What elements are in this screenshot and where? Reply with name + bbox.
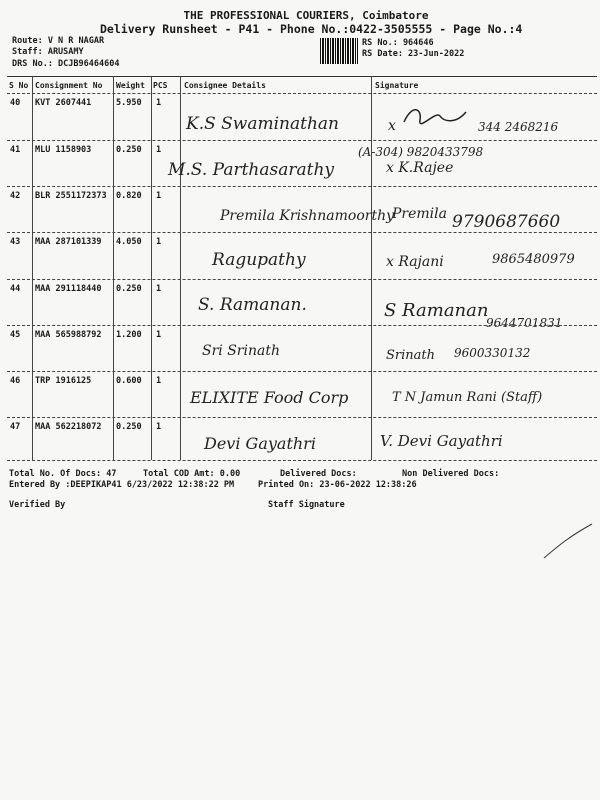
row-sig-note: 344 2468216 xyxy=(478,120,559,134)
col-divider xyxy=(32,76,33,460)
total-cod: Total COD Amt: 0.00 xyxy=(143,469,241,479)
row-signature: S Ramanan xyxy=(384,300,489,321)
row-consignee: S. Ramanan. xyxy=(198,295,307,315)
row-divider xyxy=(7,140,597,141)
row-divider xyxy=(7,417,597,418)
row-pcs: 1 xyxy=(156,376,162,386)
row-signature: x xyxy=(388,118,396,134)
col-header-signature: Signature xyxy=(375,81,419,90)
row-signature: V. Devi Gayathri xyxy=(380,432,503,450)
row-signature: x Rajani xyxy=(386,254,444,270)
col-divider xyxy=(151,76,152,460)
row-consignment: MAA 291118440 xyxy=(35,284,102,294)
row-weight: 4.050 xyxy=(116,237,142,247)
row-weight: 0.600 xyxy=(116,376,142,386)
row-consignee: K.S Swaminathan xyxy=(186,114,339,134)
row-weight: 0.250 xyxy=(116,145,142,155)
row-consignment: KVT 2607441 xyxy=(35,98,92,108)
drs-text: DRS No.: DCJB96464604 xyxy=(12,59,120,69)
col-divider xyxy=(113,76,114,460)
runsheet-title: Delivery Runsheet - P41 - Phone No.:0422-3505555 - Page No.:4 xyxy=(100,22,523,36)
row-pcs: 1 xyxy=(156,191,162,201)
row-sno: 40 xyxy=(10,98,21,108)
rs-number: RS No.: 964646 xyxy=(362,38,434,48)
row-consignee: Ragupathy xyxy=(212,250,306,270)
row-weight: 0.250 xyxy=(116,284,142,294)
row-consignment: MAA 565988792 xyxy=(35,330,102,340)
row-divider xyxy=(7,460,597,461)
delivered-docs: Delivered Docs: xyxy=(280,469,357,479)
row-signature: x K.Rajee xyxy=(386,160,454,176)
row-pcs: 1 xyxy=(156,422,162,432)
row-sig-note: 9790687660 xyxy=(452,212,561,232)
non-delivered-docs: Non Delivered Docs: xyxy=(402,469,500,479)
row-divider xyxy=(7,371,597,372)
row-consignment: BLR 2551172373 xyxy=(35,191,107,201)
row-consignment: MAA 562218072 xyxy=(35,422,102,432)
row-signature: T N Jamun Rani (Staff) xyxy=(392,390,543,405)
row-pcs: 1 xyxy=(156,284,162,294)
row-pcs: 1 xyxy=(156,330,162,340)
row-divider xyxy=(7,232,597,233)
row-weight: 0.820 xyxy=(116,191,142,201)
row-signature: Premila xyxy=(392,206,447,222)
col-header-pcs: PCS xyxy=(153,81,168,90)
row-weight: 0.250 xyxy=(116,422,142,432)
col-divider xyxy=(180,76,181,460)
table-top-rule xyxy=(7,76,597,77)
total-docs: Total No. Of Docs: 47 xyxy=(9,469,117,479)
row-sig-note: 9644701831 xyxy=(486,316,563,330)
row-divider xyxy=(7,325,597,326)
row-consignee: M.S. Parthasarathy xyxy=(168,160,335,180)
row-sno: 47 xyxy=(10,422,21,432)
row-consignee: Devi Gayathri xyxy=(204,434,316,453)
row-consignment: MAA 287101339 xyxy=(35,237,102,247)
barcode-image xyxy=(320,38,358,64)
row-consignment: MLU 1158903 xyxy=(35,145,92,155)
row-consignee: Sri Srinath xyxy=(202,343,280,359)
row-divider xyxy=(7,186,597,187)
row-sno: 45 xyxy=(10,330,21,340)
rs-date: RS Date: 23-Jun-2022 xyxy=(362,49,465,59)
row-signature: Srinath xyxy=(386,348,435,363)
row-pcs: 1 xyxy=(156,237,162,247)
row-sno: 41 xyxy=(10,145,21,155)
staff-text: Staff: ARUSAMY xyxy=(12,47,84,57)
col-header-weight: Weight xyxy=(116,81,145,90)
col-header-consignee: Consignee Details xyxy=(184,81,266,90)
row-consignee: ELIXITE Food Corp xyxy=(190,388,349,407)
row-consignment: TRP 1916125 xyxy=(35,376,92,386)
row-pcs: 1 xyxy=(156,98,162,108)
row-divider xyxy=(7,279,597,280)
row-sno: 44 xyxy=(10,284,21,294)
entered-by: Entered By :DEEPIKAP41 6/23/2022 12:38:22 PM xyxy=(9,480,235,490)
printed-on: Printed On: 23-06-2022 12:38:26 xyxy=(258,480,417,490)
row-sno: 46 xyxy=(10,376,21,386)
row-sig-note: (A-304) 9820433798 xyxy=(358,145,484,159)
verified-by: Verified By xyxy=(9,500,66,510)
row-weight: 1.200 xyxy=(116,330,142,340)
pen-stroke-mark xyxy=(540,520,595,562)
col-header-consignment: Consignment No xyxy=(35,81,103,90)
row-sno: 42 xyxy=(10,191,21,201)
signature-scribble xyxy=(400,102,470,130)
company-title: THE PROFESSIONAL COURIERS, Coimbatore xyxy=(183,9,429,22)
row-consignee: Premila Krishnamoorthy xyxy=(220,208,394,224)
table-header-rule xyxy=(7,93,597,94)
staff-signature: Staff Signature xyxy=(268,500,345,510)
col-divider xyxy=(371,76,372,460)
route-text: Route: V N R NAGAR xyxy=(12,36,105,46)
row-pcs: 1 xyxy=(156,145,162,155)
row-weight: 5.950 xyxy=(116,98,142,108)
col-header-sno: S No xyxy=(9,81,29,90)
row-sno: 43 xyxy=(10,237,21,247)
row-sig-note: 9600330132 xyxy=(454,346,531,360)
row-sig-note: 9865480979 xyxy=(492,252,575,267)
